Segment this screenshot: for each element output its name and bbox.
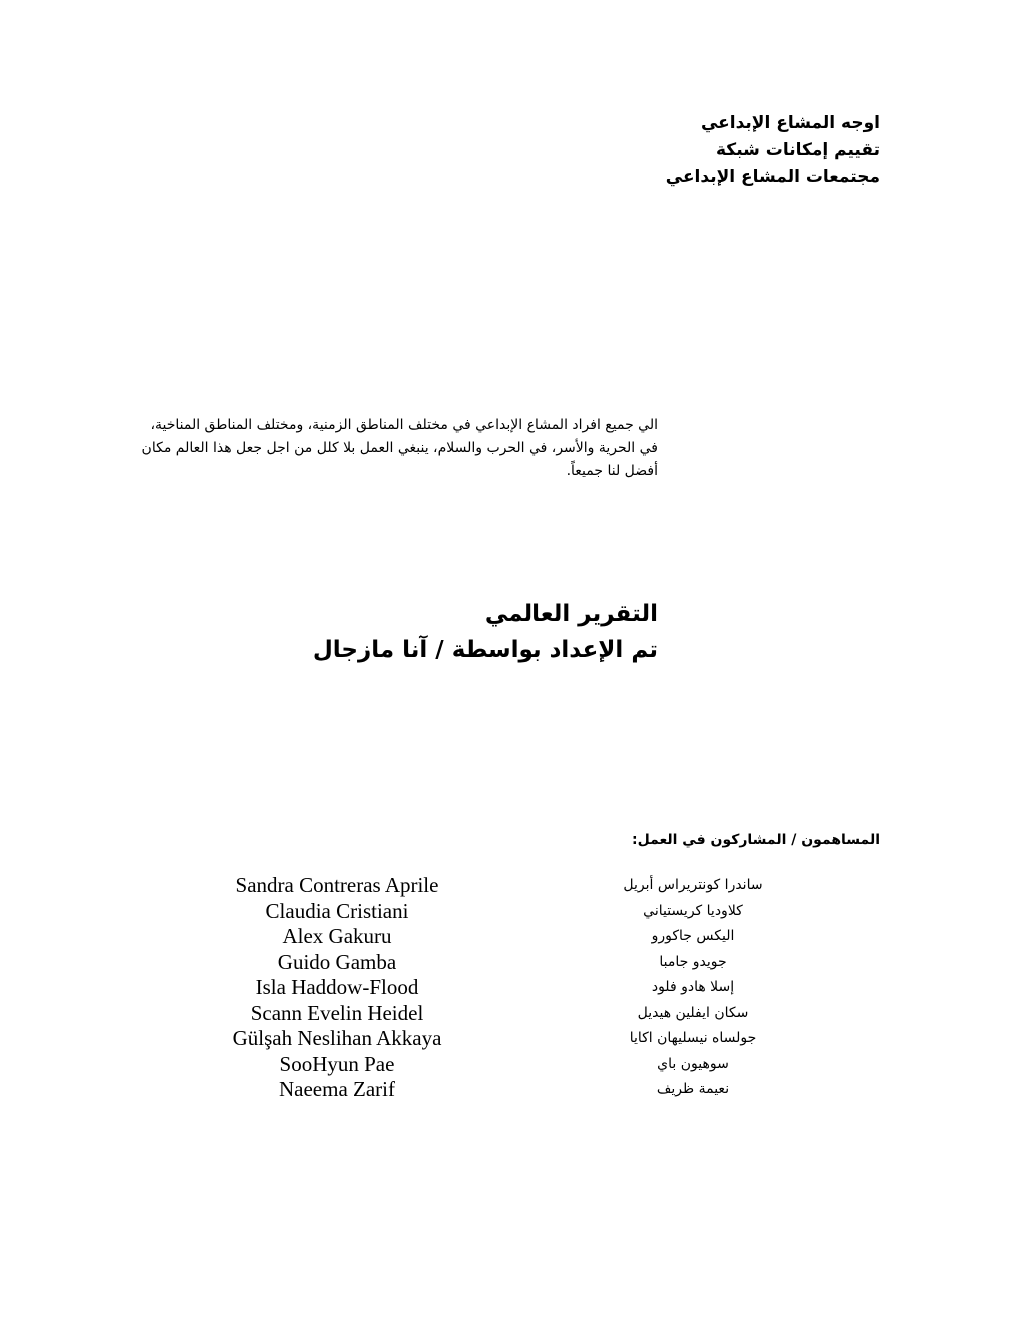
contributor-name: Scann Evelin Heidel <box>250 1000 424 1025</box>
contributor-name-arabic: نعيمة ظريف <box>656 1081 730 1097</box>
contributor-name-arabic: سكان ايفلين هيديل <box>637 1004 749 1021</box>
contributor-name-arabic: كلاوديا كريستياني <box>643 902 743 919</box>
header-line-2: تقييم إمكانات شبكة <box>716 140 880 160</box>
report-title: التقرير العالمي <box>484 601 658 627</box>
contributor-name: Sandra Contreras Aprile <box>235 873 439 897</box>
contributor-name-arabic: جويدو جامبا <box>659 953 727 970</box>
contributor-name: SooHyun Pae <box>279 1051 395 1076</box>
contributor-name-arabic: اليكس جاكورو <box>651 928 735 944</box>
contributors-heading: المساهمون / المشاركون في العمل: <box>631 832 880 848</box>
contributor-name: Gülşah Neslihan Akkaya <box>232 1026 442 1050</box>
contributor-name: Guido Gamba <box>277 949 397 974</box>
contributor-names-arabic <box>578 873 808 1103</box>
contributor-name-arabic: جولساه نيسليهان اكايا <box>629 1030 757 1046</box>
contributor-name-arabic: إسلا هادو فلود <box>651 979 735 995</box>
contributor-name: Isla Haddow-Flood <box>255 975 419 999</box>
contributor-names-latin <box>207 873 467 1103</box>
contributor-name: Naeema Zarif <box>278 1077 395 1101</box>
contributor-name-arabic: سوهيون باي <box>657 1055 729 1072</box>
dedication-paragraph: الي جميع افراد المشاع الإبداعي في مختلف المناطق الزمنية، ومختلف المناطق المناخية، في الحرية والأسر، في الحرب والسلام، ينبغي العمل بلا كلل من اجل جعل هذا العالم مكان أفضل لنا جميعاً. <box>141 417 658 479</box>
contributor-name: Alex Gakuru <box>282 924 392 948</box>
prepared-by: تم الإعداد بواسطة / آنا مازجال <box>312 637 658 663</box>
report-title-block <box>313 596 658 668</box>
header-line-3: مجتمعات المشاع الإبداعي <box>665 167 880 187</box>
document-header <box>666 110 880 191</box>
header-line-1: اوجه المشاع الإبداعي <box>700 113 880 133</box>
contributor-name-arabic: ساندرا كونتريراس أبريل <box>623 877 763 893</box>
contributor-name: Claudia Cristiani <box>265 898 409 923</box>
